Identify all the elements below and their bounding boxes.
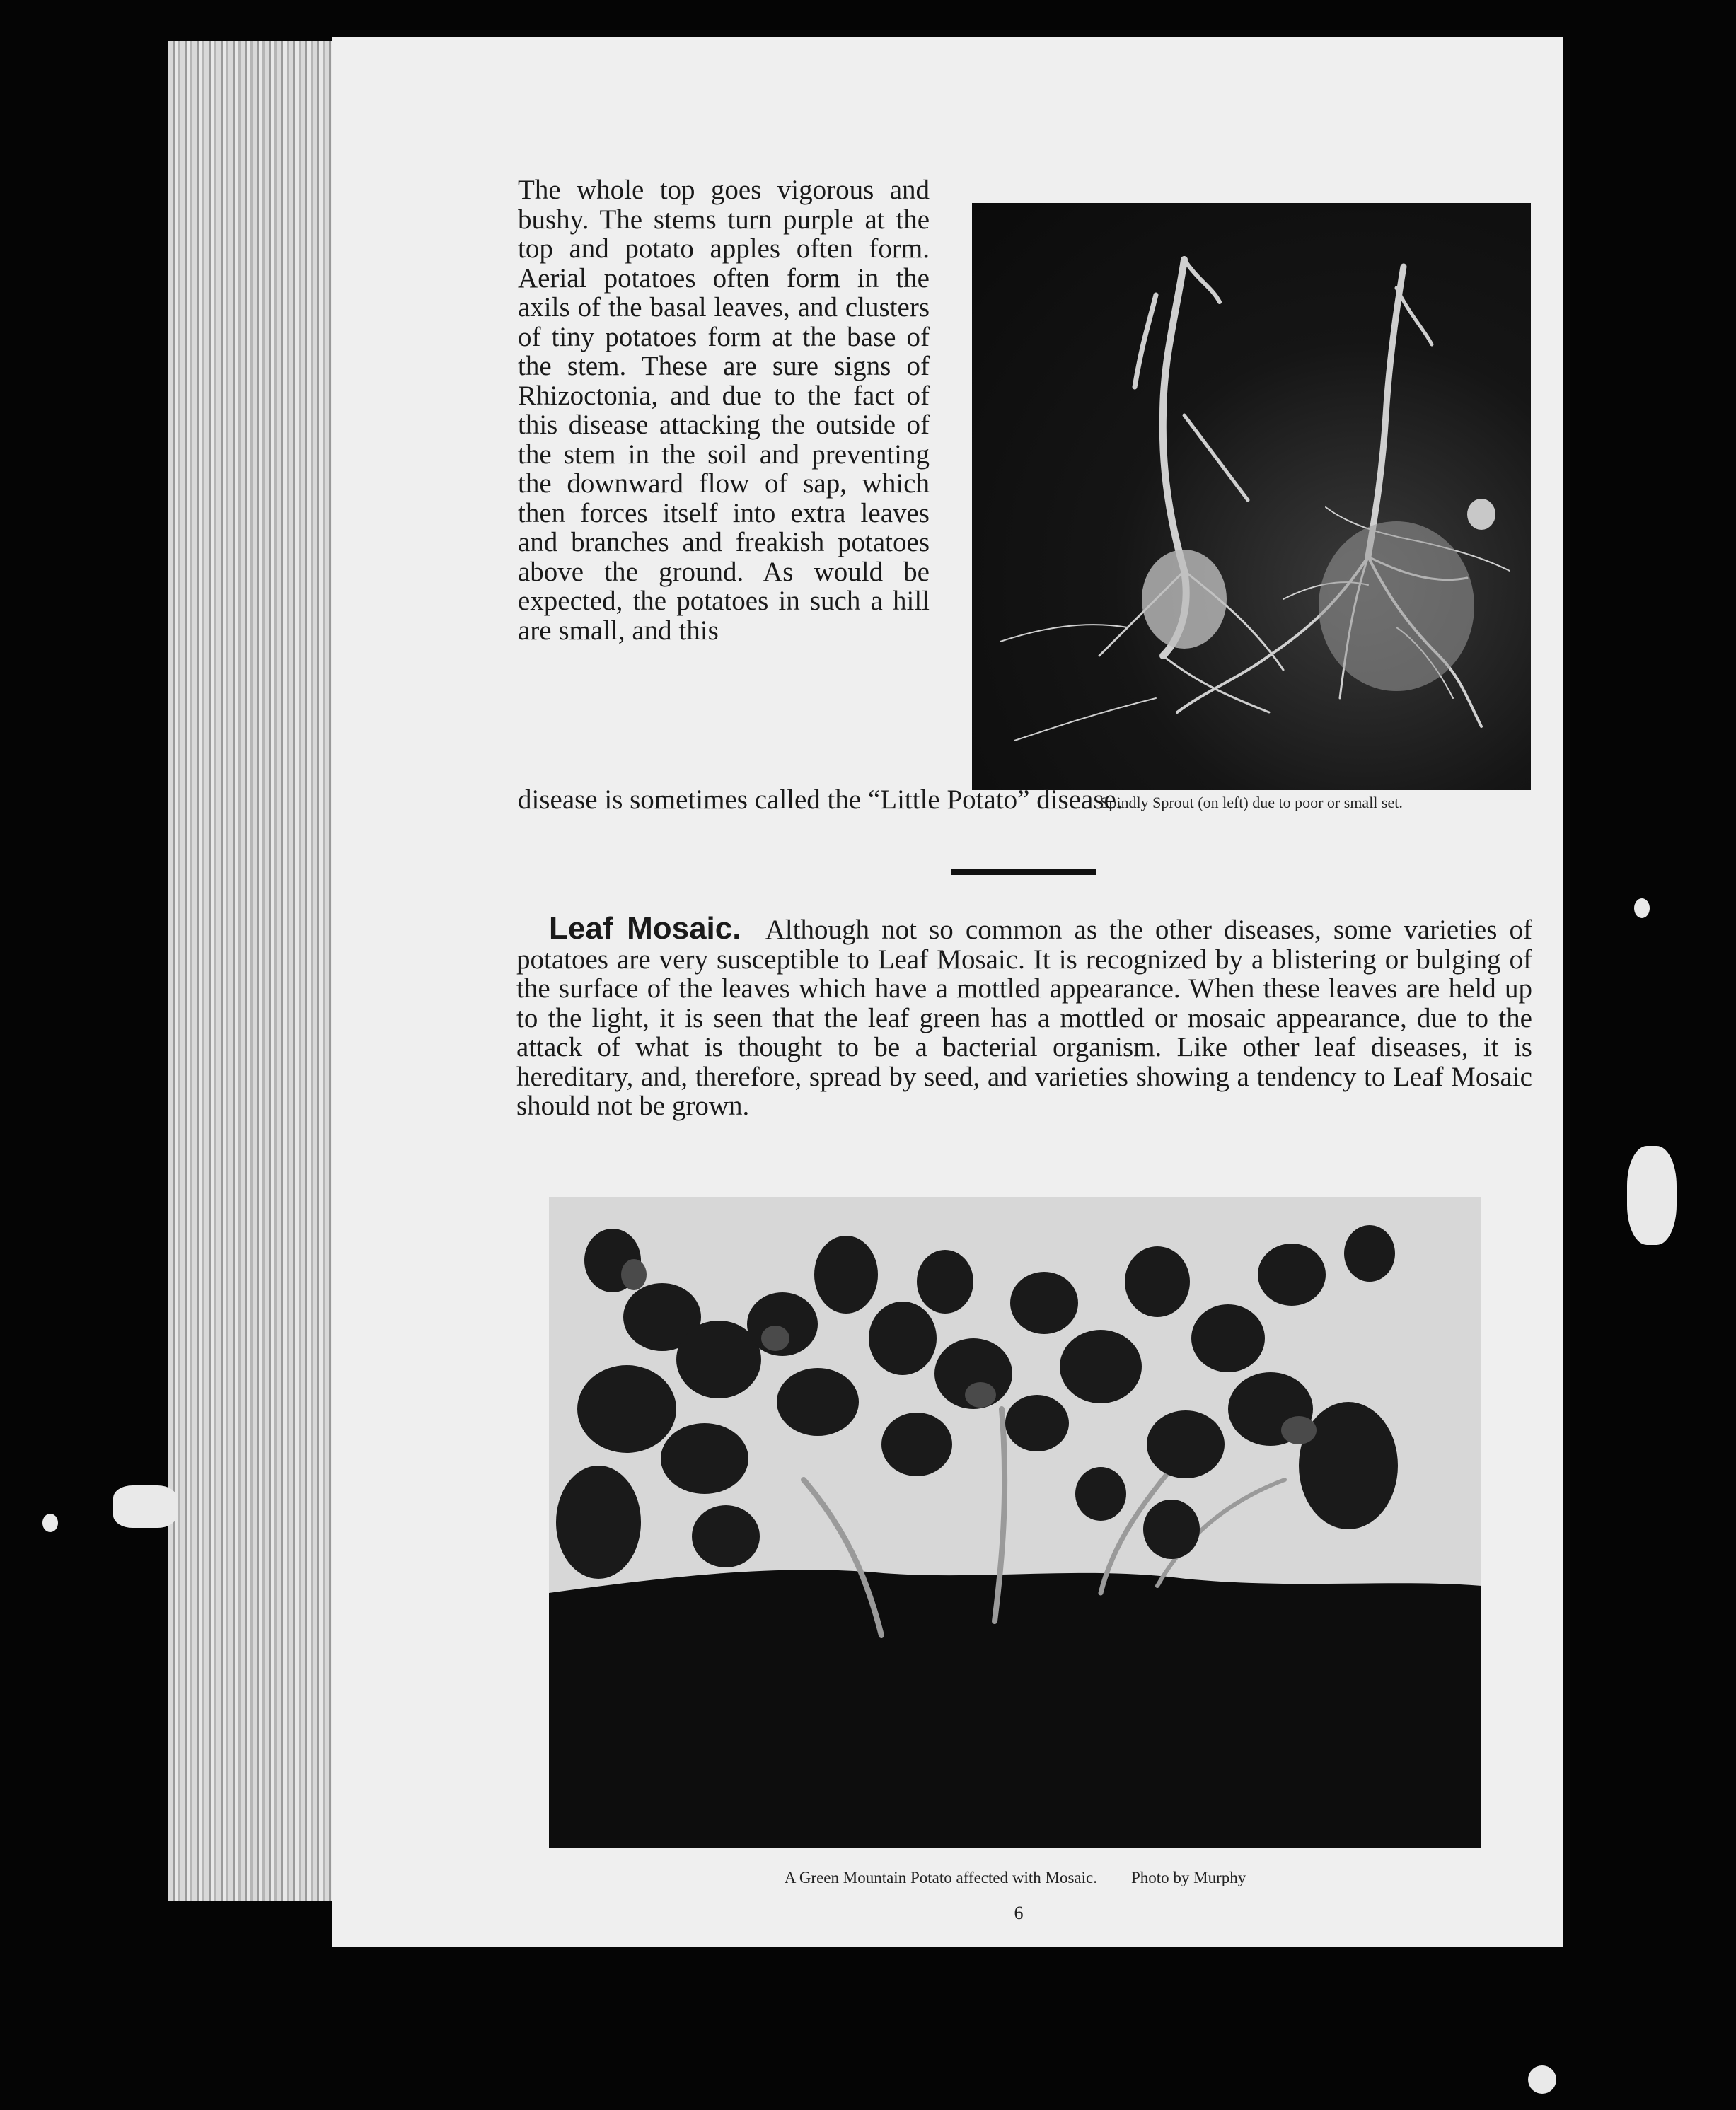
potato-plant-photo <box>549 1197 1481 1848</box>
sprout-caption: Spindly Sprout (on left) due to poor or small set. <box>1100 794 1403 811</box>
intro-paragraph: The whole top goes vigorous and bushy. The stems turn purple at the top and potato apples often form. Aerial potatoes often form in the axils of the basal leaves, and clusters of tiny potatoes form at the base of the stem. These are sure signs of Rhizoctonia, and due to the fact of this disease attacking the outside of the stem in the soil and preventing the downward flow of sap, which then forces itself into extra leaves and branches and freakish potatoes above the ground. As would be expected, the potatoes in such a hill are small, and this <box>518 175 930 646</box>
leaf-mosaic-paragraph <box>516 911 1532 1121</box>
leaf-mosaic-body: Although not so common as the other diseases, some varieties of potatoes are very susceptible to Leaf Mosaic. It is recognized by a blistering or bulging of the surface of the leaves which have a mottled appearance. When these leaves are held up to the light, it is seen that the leaf green has a mottled or mosaic appearance, due to the attack of what is thought to be a bacterial organism. Like other leaf diseases, it is hereditary, and, therefore, spread by seed, and varieties showing a tendency to Leaf Mosaic should not be grown. <box>516 915 1532 1121</box>
scan-speck <box>42 1514 58 1532</box>
plant-caption-text: A Green Mountain Potato affected with Mosaic. <box>784 1869 1097 1886</box>
plant-caption <box>549 1869 1481 1887</box>
section-divider <box>951 869 1096 875</box>
spindly-sprout-photo <box>972 203 1531 790</box>
scan-speck <box>1627 1146 1677 1245</box>
book-page <box>332 37 1563 1947</box>
leaf-mosaic-heading: Leaf Mosaic. <box>549 911 741 946</box>
scan-speck <box>113 1485 177 1528</box>
page-number: 6 <box>1014 1903 1024 1923</box>
scan-speck <box>1634 898 1650 918</box>
intro-paragraph-tail: disease is sometimes called the “Little Potato” disease. <box>518 784 1123 815</box>
scan-speck <box>1528 2065 1556 2094</box>
photo-credit: Photo by Murphy <box>1130 1869 1246 1886</box>
